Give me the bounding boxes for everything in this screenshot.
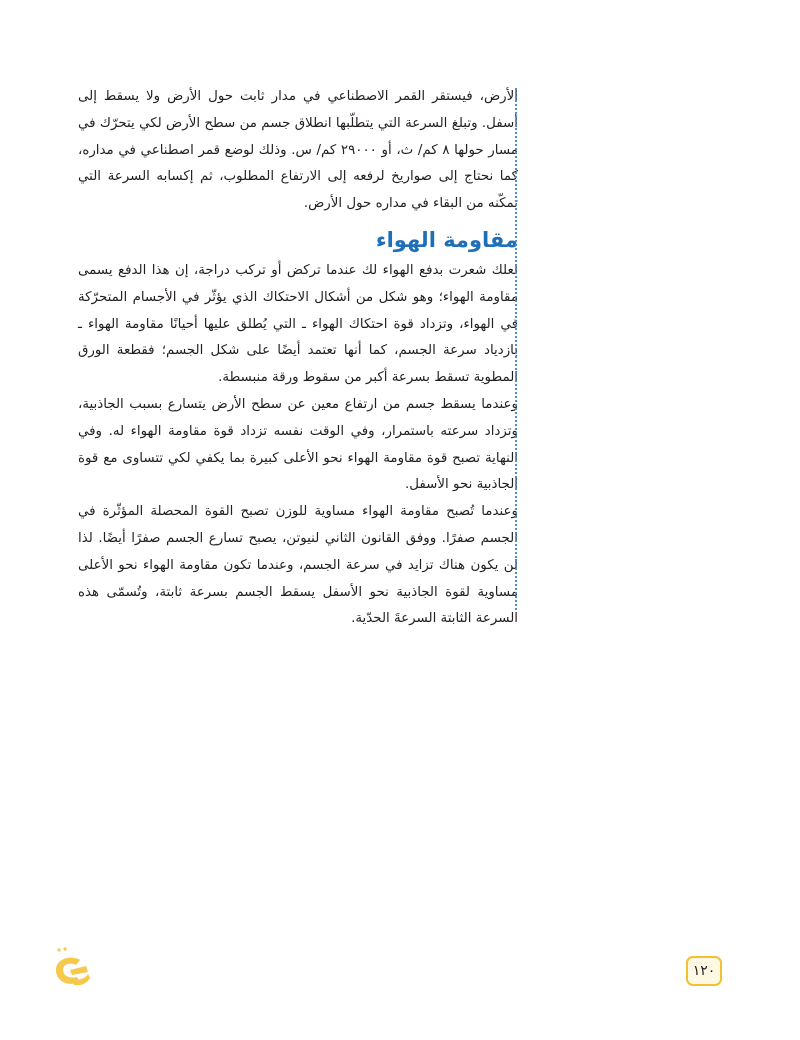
text-column — [78, 84, 518, 633]
column-divider — [515, 88, 517, 610]
paragraph-terminal-velocity: وعندما تُصبح مقاومة الهواء مساوية للوزن تصبح القوة المحصلة المؤثّرة في الجسم صفرًا. ووفق القانون الثاني لنيوتن، يصبح تسارع الجسم صفرًا أيضًا. لذا لن يكون هناك تزايد في سرعة الجسم، وعندما تكون مقاومة الهواء نحو الأعلى مساوية لقوة الجاذبية نحو الأسفل يسقط الجسم بسرعة ثابتة، وتُسمّى هذه السرعة الثابتة السرعةَ الحدّية. — [78, 504, 518, 627]
section-heading: مقاومة الهواء — [375, 227, 518, 252]
publisher-logo-icon — [50, 944, 94, 992]
paragraph-air-resistance-definition: لعلك شعرت بدفع الهواء لك عندما تركض أو تركب دراجة، إن هذا الدفع يسمى مقاومة الهواء؛ وهو شكل من أشكال الاحتكاك الذي يؤثّر في الأجسام المتحرّكة في الهواء، وتزداد قوة احتكاك الهواء ـ التي يُطلق عليها أحيانًا مقاومة الهواء ـ بازدياد سرعة الجسم، كما أنها تعتمد أيضًا على شكل الجسم؛ فقطعة الورق المطوية تسقط بسرعة أكبر من سقوط ورقة منبسطة. — [78, 262, 518, 386]
intro-paragraph: الأرض، فيستقر القمر الاصطناعي في مدار ثابت حول الأرض ولا يسقط إلى أسفل. وتبلغ السرعة التي يتطلّبها انطلاق جسم من سطح الأرض لكي يتحرّك في مسار حولها ٨ كم/ ث، أو ٢٩٠٠٠ كم/ س. وذلك لوضع قمر اصطناعي في مداره، كما نحتاج إلى صواريخ لرفعه إلى الارتفاع المطلوب، ثم إكسابه السرعة التي تمكّنه من البقاء في مداره حول الأرض. — [78, 89, 518, 212]
paragraph-falling-object: وعندما يسقط جسم من ارتفاع معين عن سطح الأرض يتسارع بسبب الجاذبية، وتزداد سرعته باستمرار، وفي الوقت نفسه تزداد قوة مقاومة الهواء له. وفي النهاية تصبح قوة مقاومة الهواء نحو الأعلى كبيرة بما يكفي لكي تتساوى مع قوة الجاذبية نحو الأسفل. — [78, 396, 518, 493]
page-number-badge: ١٢٠ — [686, 956, 722, 986]
